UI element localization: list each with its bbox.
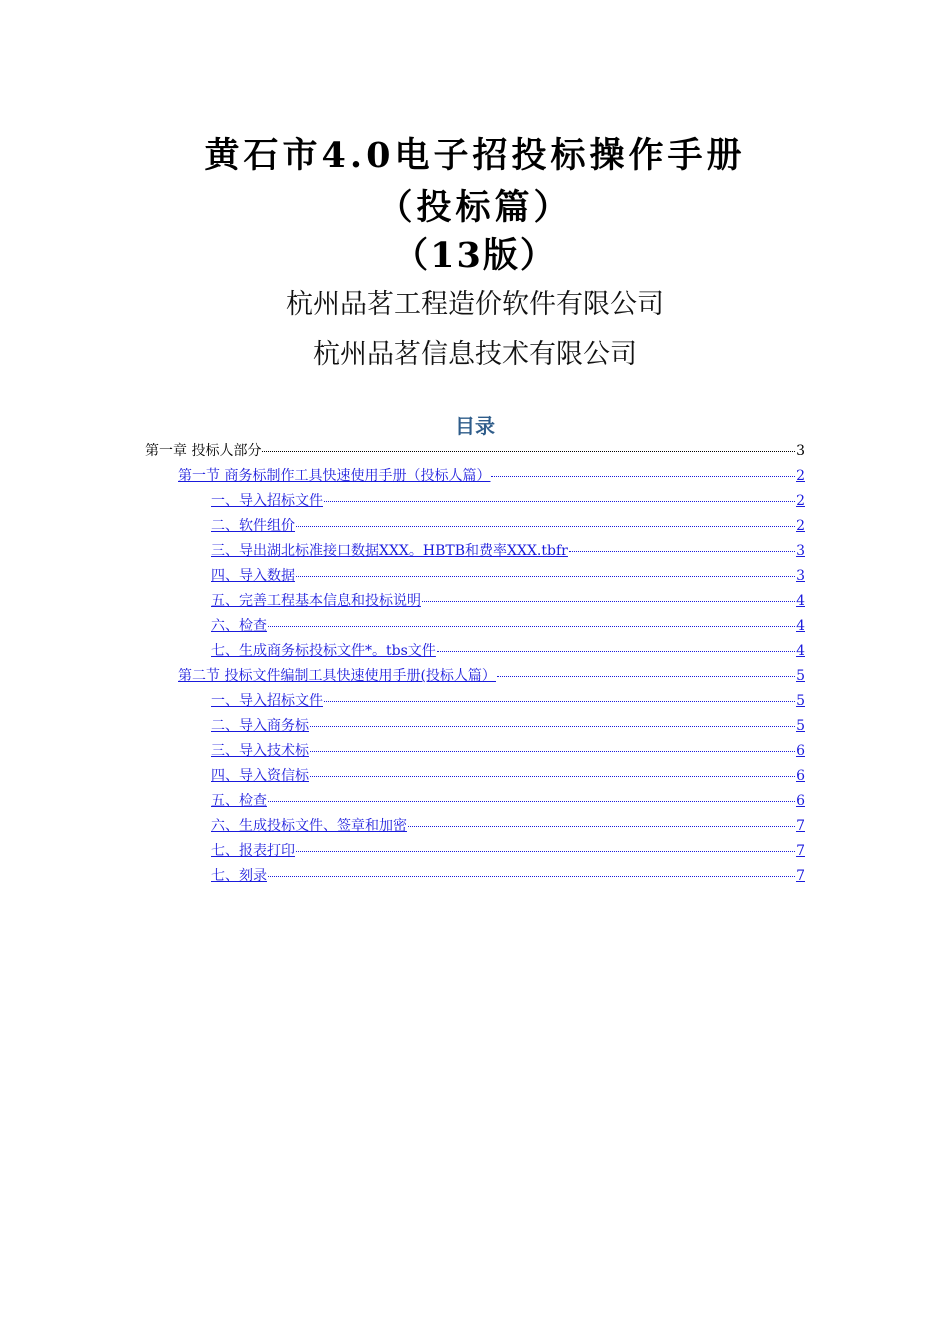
toc-entry-page: 7 <box>796 843 805 859</box>
toc-entry-label: 五、检查 <box>211 793 267 809</box>
toc-entry-page: 2 <box>796 518 805 534</box>
toc-entry-label: 七、报表打印 <box>211 843 295 859</box>
toc-entry-label: 四、导入数据 <box>211 568 295 584</box>
toc-heading: 目录 <box>455 414 495 438</box>
toc-entry-item[interactable] <box>211 765 805 787</box>
toc-leader-dots <box>296 512 795 527</box>
toc-leader-dots <box>310 737 795 752</box>
toc-entry-section-2[interactable] <box>178 665 805 687</box>
toc-leader-dots <box>268 862 795 877</box>
toc-entry-page: 2 <box>796 468 805 484</box>
toc-entry-label: 六、检查 <box>211 618 267 634</box>
toc-entry-label: 五、完善工程基本信息和投标说明 <box>211 593 421 609</box>
toc-entry-label: 第一节 商务标制作工具快速使用手册（投标人篇） <box>178 468 491 484</box>
toc-entry-page: 7 <box>796 868 805 884</box>
toc-entry-label: 一、导入招标文件 <box>211 493 323 509</box>
toc-entry-label: 六、生成投标文件、签章和加密 <box>211 818 407 834</box>
toc-entry-page: 6 <box>796 743 805 759</box>
toc-entry-item[interactable] <box>211 865 805 887</box>
toc-entry-label: 三、导入技术标 <box>211 743 309 759</box>
toc-entry-item[interactable] <box>211 790 805 812</box>
toc-entry-item[interactable] <box>211 815 805 837</box>
toc-entry-label: 第二节 投标文件编制工具快速使用手册(投标人篇） <box>178 668 496 684</box>
toc-entry-item[interactable] <box>211 740 805 762</box>
toc-entry-page: 7 <box>796 818 805 834</box>
document-edition: （13版） <box>393 235 557 276</box>
toc-leader-dots <box>324 487 795 502</box>
toc-entry-page: 3 <box>796 443 805 459</box>
toc-leader-dots <box>569 537 795 552</box>
toc-entry-item[interactable] <box>211 715 805 737</box>
company-name-1: 杭州品茗工程造价软件有限公司 <box>286 289 664 320</box>
toc-entry-chapter-1[interactable] <box>145 440 805 462</box>
toc-entry-label: 三、导出湖北标准接口数据XXX。HBTB和费率XXX.tbfr <box>211 543 568 559</box>
toc-leader-dots <box>497 662 795 677</box>
company-name-2: 杭州品茗信息技术有限公司 <box>313 339 637 370</box>
toc-entry-label: 二、软件组价 <box>211 518 295 534</box>
toc-entry-page: 5 <box>796 718 805 734</box>
toc-entry-page: 4 <box>796 643 805 659</box>
toc-entry-page: 6 <box>796 768 805 784</box>
toc-leader-dots <box>262 437 795 452</box>
toc-entry-page: 2 <box>796 493 805 509</box>
toc-leader-dots <box>408 812 795 827</box>
toc-entry-label: 四、导入资信标 <box>211 768 309 784</box>
toc-entry-page: 6 <box>796 793 805 809</box>
toc-leader-dots <box>491 462 795 477</box>
toc-entry-page: 4 <box>796 618 805 634</box>
document-title: 黄石市4.0电子招投标操作手册 <box>204 135 746 176</box>
toc-leader-dots <box>268 612 795 627</box>
toc-entry-item[interactable] <box>211 840 805 862</box>
toc-leader-dots <box>296 837 795 852</box>
toc-entry-page: 4 <box>796 593 805 609</box>
toc-entry-item[interactable] <box>211 640 805 662</box>
toc-leader-dots <box>296 562 795 577</box>
toc-entry-item[interactable] <box>211 590 805 612</box>
toc-entry-item[interactable] <box>211 565 805 587</box>
toc-entry-item[interactable] <box>211 690 805 712</box>
toc-entry-item[interactable] <box>211 615 805 637</box>
toc-entry-label: 第一章 投标人部分 <box>145 443 262 459</box>
toc-entry-page: 5 <box>796 668 805 684</box>
toc-entry-label: 一、导入招标文件 <box>211 693 323 709</box>
toc-leader-dots <box>310 762 795 777</box>
toc-leader-dots <box>310 712 795 727</box>
toc-entry-page: 3 <box>796 568 805 584</box>
toc-leader-dots <box>268 787 795 802</box>
toc-entry-section-1[interactable] <box>178 465 805 487</box>
toc-entry-page: 3 <box>796 543 805 559</box>
toc-leader-dots <box>437 637 795 652</box>
toc-entry-item[interactable] <box>211 515 805 537</box>
toc-entry-label: 七、刻录 <box>211 868 267 884</box>
toc-leader-dots <box>324 687 795 702</box>
toc-entry-item[interactable] <box>211 490 805 512</box>
toc-entry-label: 二、导入商务标 <box>211 718 309 734</box>
document-subtitle: （投标篇） <box>377 187 573 228</box>
toc-leader-dots <box>422 587 795 602</box>
toc-entry-page: 5 <box>796 693 805 709</box>
toc-entry-item[interactable] <box>211 540 805 562</box>
toc-entry-label: 七、生成商务标投标文件*。tbs文件 <box>211 643 436 659</box>
